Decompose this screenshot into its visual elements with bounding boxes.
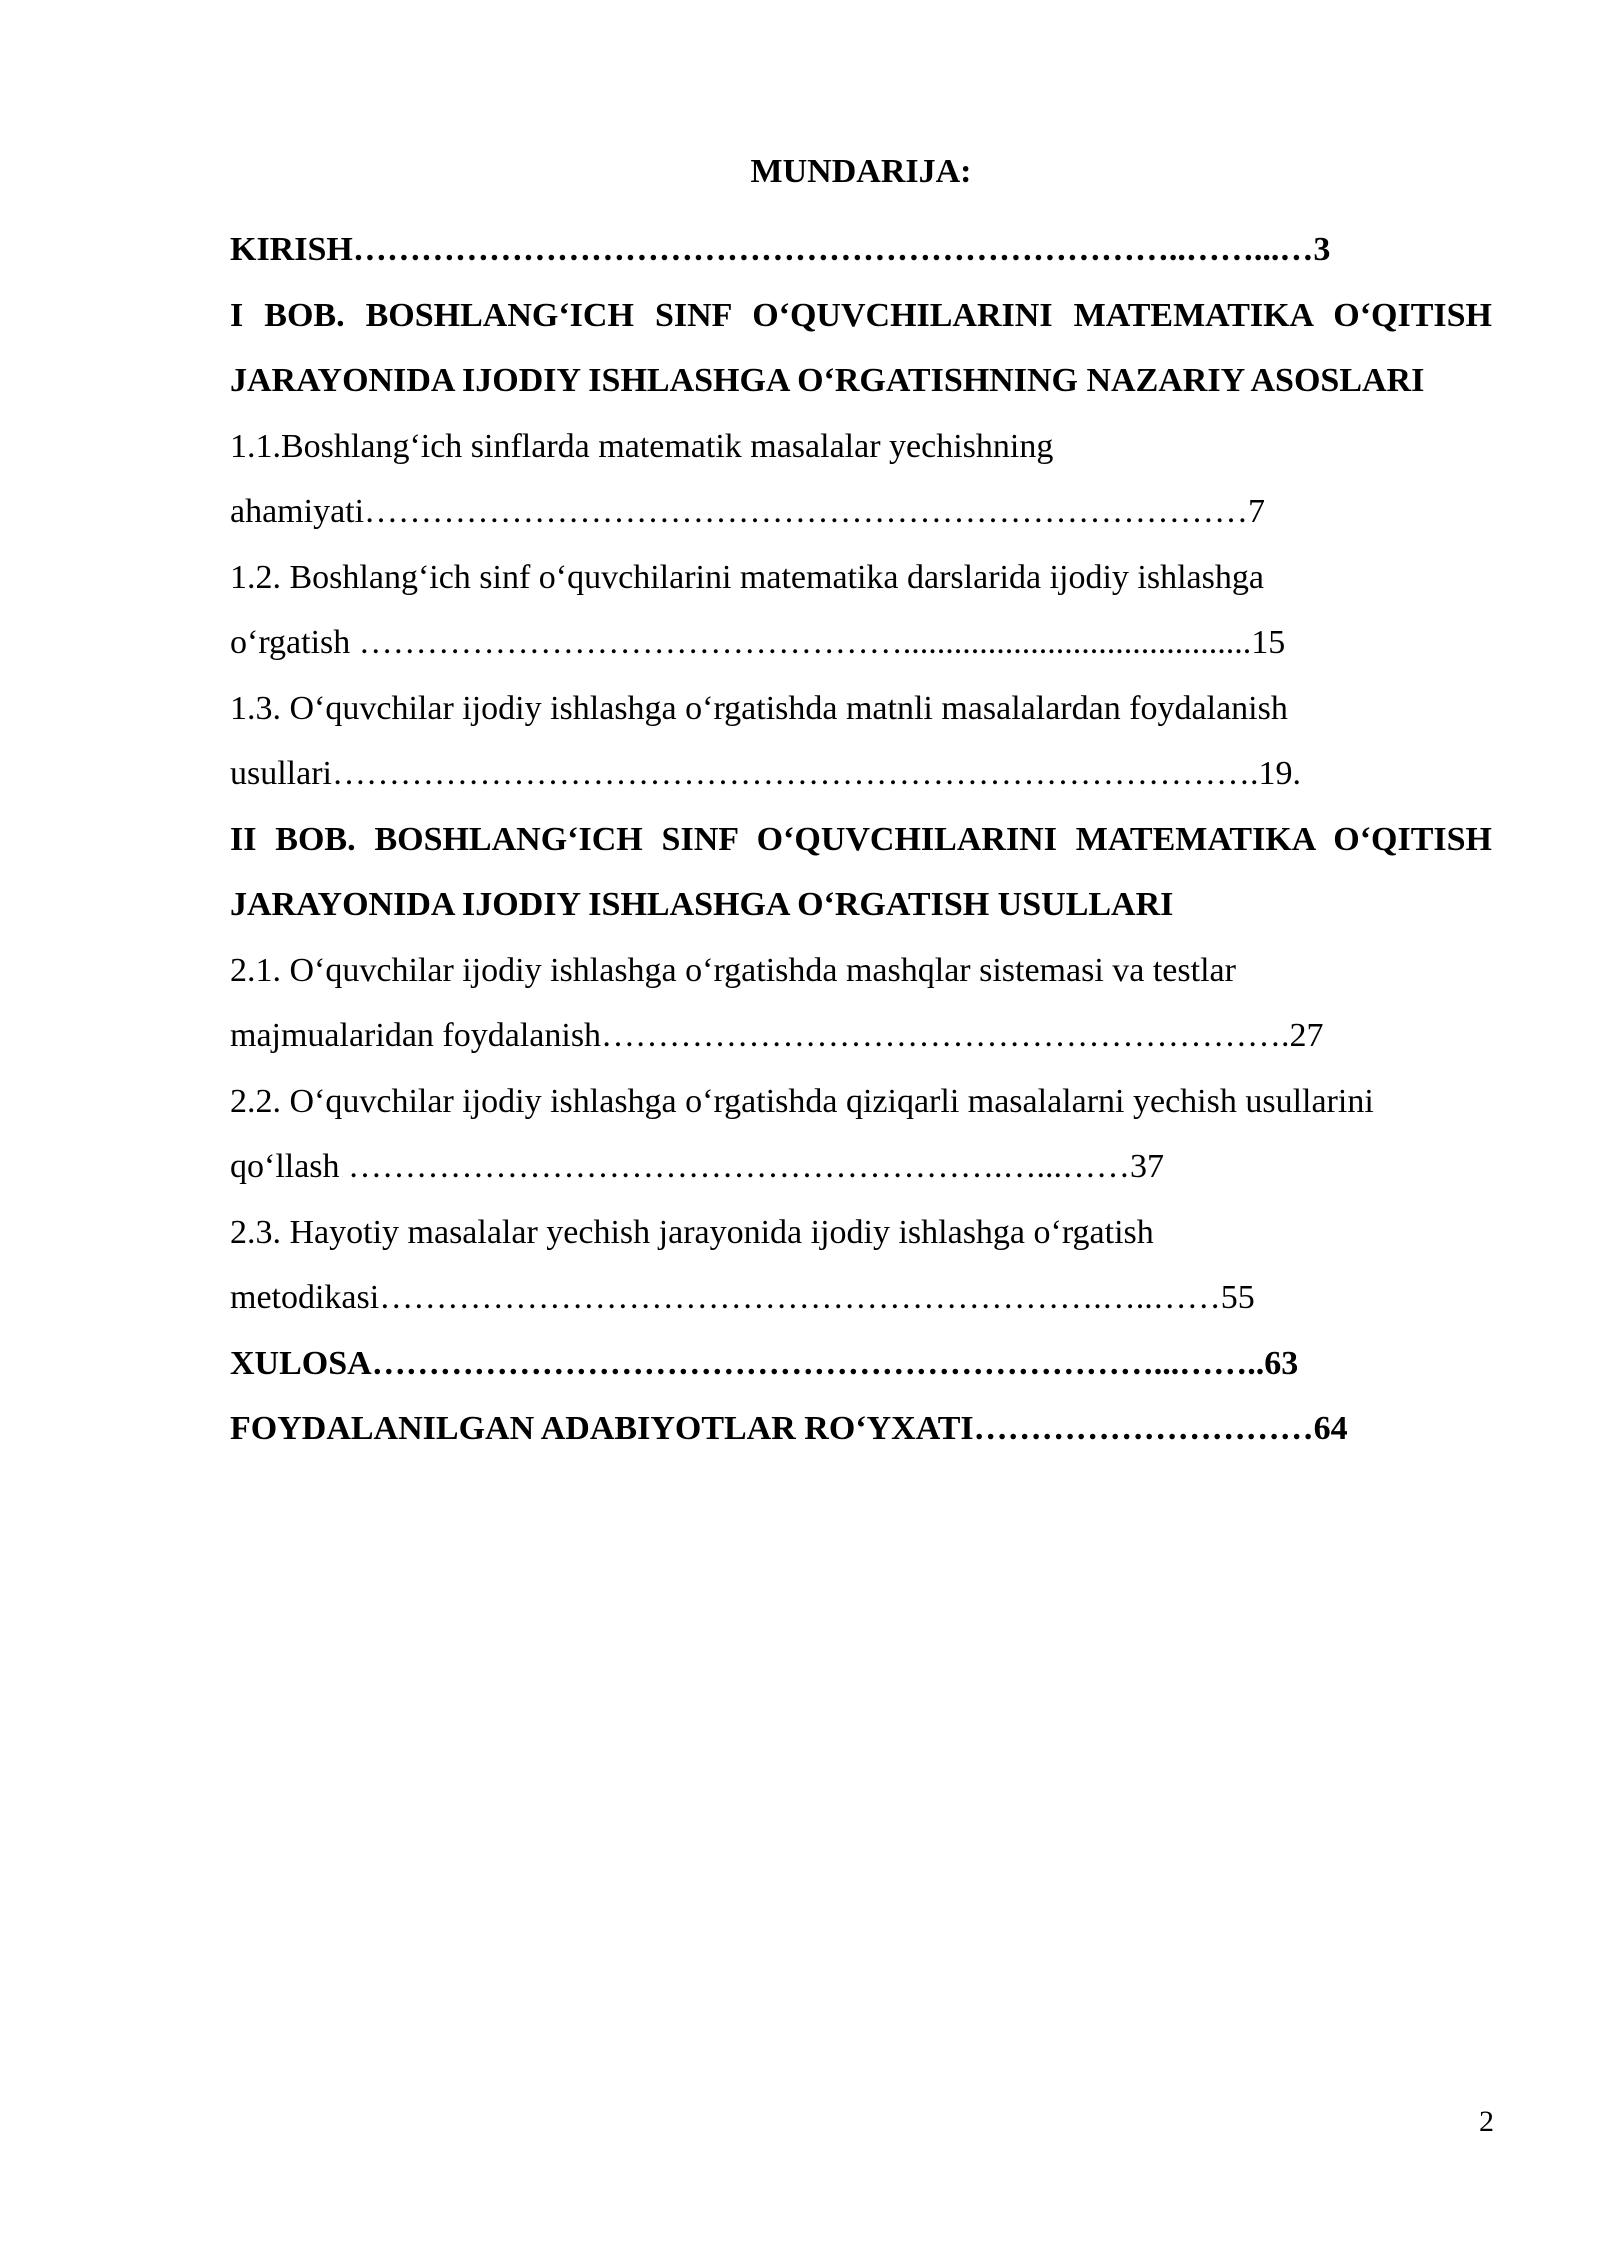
toc-entry-section-1-2 (230, 545, 1492, 676)
toc-entry-kirish: KIRISH………………………………………………………………..……...…3 (230, 231, 1331, 268)
toc-entry-leader: usullari……………………………………………………………………….19. (230, 755, 1301, 792)
toc-entry-section-2-3 (230, 1200, 1492, 1331)
toc-entry-leader: qo‘llash ………………………………………………….…...……37 (230, 1148, 1165, 1185)
toc-entry-text: 2.2. O‘quvchilar ijodiy ishlashga o‘rgatishda qiziqarli masalalarni yechish usullarini (230, 1082, 1374, 1120)
table-of-contents (230, 217, 1492, 1462)
toc-entry-chapter-1: I BOB. BOSHLANG‘ICH SINF O‘QUVCHILARINI MATEMATIKA O‘QITISH JARAYONIDA IJODIY ISHLASHGA O‘RGATISHNING NAZARIY ASOSLARI (230, 296, 1492, 399)
toc-entry-section-1-1 (230, 414, 1492, 545)
toc-entry-leader: o‘rgatish ………………………………………….........................................15 (230, 624, 1286, 661)
toc-entry-chapter-2: II BOB. BOSHLANG‘ICH SINF O‘QUVCHILARINI MATEMATIKA O‘QITISH JARAYONIDA IJODIY ISHLASHGA O‘RGATISH USULLARI (230, 820, 1492, 923)
toc-entry-text: 1.2. Boshlang‘ich sinf o‘quvchilarini matematika darslarida ijodiy ishlashga (230, 558, 1264, 596)
page-number: 2 (1479, 2105, 1494, 2138)
toc-entry-section-1-3 (230, 676, 1492, 807)
toc-entry-adabiyotlar: FOYDALANILGAN ADABIYOTLAR RO‘YXATI…………………………64 (230, 1410, 1348, 1447)
toc-entry-leader: metodikasi……………………………………………………….…..……55 (230, 1279, 1255, 1316)
toc-entry-text: 1.3. O‘quvchilar ijodiy ishlashga o‘rgatishda matnli masalalardan foydalanish (230, 689, 1288, 727)
toc-entry-section-2-1 (230, 938, 1492, 1069)
toc-entry-section-2-2 (230, 1069, 1492, 1200)
toc-entry-leader: ahamiyati……………………………………………………………………7 (230, 493, 1266, 530)
toc-title: MUNDARIJA: (750, 153, 972, 190)
toc-entry-text: 2.3. Hayotiy masalalar yechish jarayonida ijodiy ishlashga o‘rgatish (230, 1213, 1154, 1251)
toc-entry-leader: majmualaridan foydalanish…………………………………………………….27 (230, 1017, 1324, 1054)
toc-entry-text: 2.1. O‘quvchilar ijodiy ishlashga o‘rgatishda mashqlar sistemasi va testlar (230, 951, 1236, 989)
toc-entry-text: 1.1.Boshlang‘ich sinflarda matematik masalalar yechishning (230, 427, 1054, 465)
toc-entry-xulosa: XULOSA……………………………………………………………...……..63 (230, 1344, 1299, 1382)
